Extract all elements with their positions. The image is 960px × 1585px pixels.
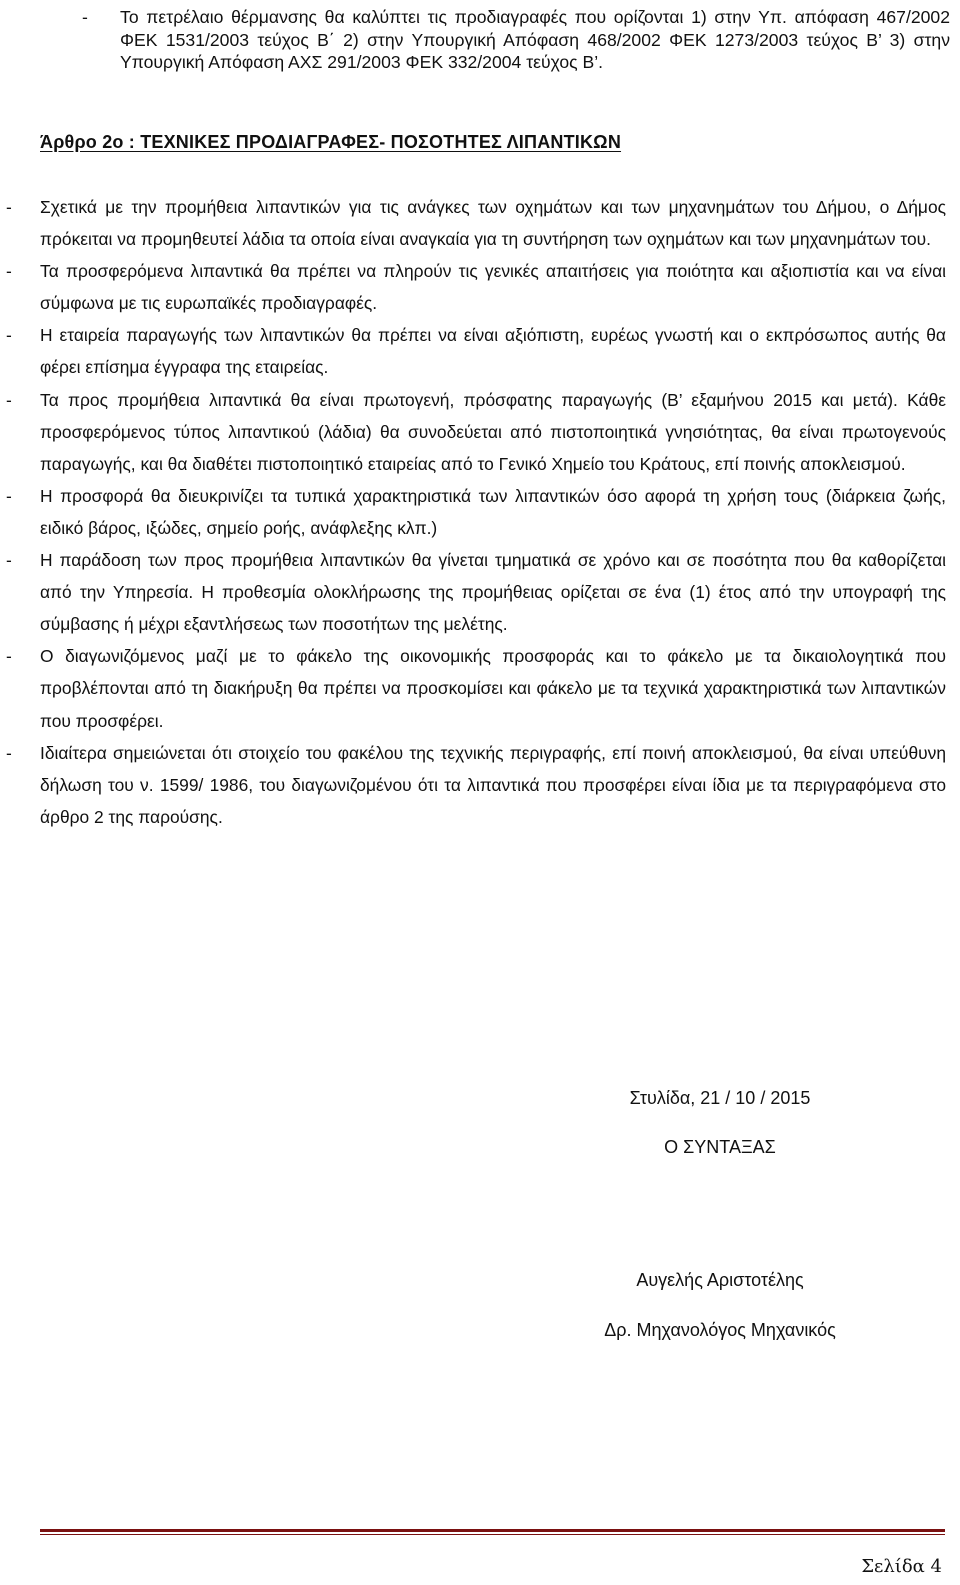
footer-rule xyxy=(40,1529,945,1532)
specification-list xyxy=(0,191,960,833)
signature-place-date: Στυλίδα, 21 / 10 / 2015 xyxy=(629,1088,811,1108)
bullet-dash: - xyxy=(6,646,12,667)
article-heading: Άρθρο 2ο : ΤΕΧΝΙΚΕΣ ΠΡΟΔΙΑΓΡΑΦΕΣ- ΠΟΣΟΤΗΤΕΣ ΛΙΠΑΝΤΙΚΩΝ xyxy=(40,132,622,152)
bullet-dash: - xyxy=(6,197,12,217)
signature-title: Δρ. Μηχανολόγος Μηχανικός xyxy=(604,1320,836,1340)
list-item-text: Σχετικά με την προμήθεια λιπαντικών για τις ανάγκες των οχημάτων και των μηχανημάτων του Δήμου, ο Δήμος πρόκειται να προμηθευτεί λάδια τα οποία είναι αναγκαία για τη συντήρηση των οχημάτων και των μηχανημάτων του. xyxy=(40,197,946,250)
list-item xyxy=(0,737,960,833)
list-item-text: Η εταιρεία παραγωγής των λιπαντικών θα πρέπει να είναι αξιόπιστη, ευρέως γνωστή και ο εκπρόσωπος αυτής θα φέρει επίσημα έγγραφα της εταιρείας. xyxy=(40,325,946,378)
list-item xyxy=(0,480,960,544)
bullet-dash: - xyxy=(6,389,12,410)
list-item-text: Τα προς προμήθεια λιπαντικά θα είναι πρωτογενή, πρόσφατης παραγωγής (Β’ εξαμήνου 2015 και μετά). Κάθε προσφερόμενος τύπος λιπαντικού (λάδια) θα συνοδεύεται από πιστοποιητικά γνησιότητας, θα είναι πρωτογενούς παραγωγής, και θα διαθέτει πιστοποιητικό εταιρείας από το Γενικό Χημείο του Κράτους, επί ποινής αποκλεισμού. xyxy=(40,389,946,474)
list-item-text: Η παράδοση των προς προμήθεια λιπαντικών θα γίνεται τμηματικά σε χρόνο και σε ποσότητα που θα καθορίζεται από την Υπηρεσία. Η προθεσμία ολοκλήρωσης της προμήθειας ορίζεται σε ένα (1) έτος από την υπογραφή της σύμβασης ή μέχρι εξαντλήσεως των ποσοτήτων της μελέτης. xyxy=(40,550,946,635)
list-item xyxy=(0,255,960,319)
list-item xyxy=(0,384,960,480)
bullet-dash: - xyxy=(6,550,12,571)
intro-text: Το πετρέλαιο θέρμανσης θα καλύπτει τις προδιαγραφές που ορίζονται 1) στην Υπ. απόφαση 467/2002 ΦΕΚ 1531/2003 τεύχος Β΄ 2) στην Υπουργική Απόφαση 468/2002 ΦΕΚ 1273/2003 τεύχος Β’ 3) στην Υπουργική Απόφαση ΑΧΣ 291/2003 ΦΕΚ 332/2004 τεύχος Β’. xyxy=(120,7,950,72)
bullet-dash: - xyxy=(6,261,12,282)
list-item xyxy=(0,544,960,640)
bullet-dash: - xyxy=(6,325,12,346)
list-item xyxy=(0,191,960,255)
footer-rule-thin xyxy=(40,1534,945,1535)
bullet-dash: - xyxy=(82,7,88,27)
signature-name: Αυγελής Αριστοτέλης xyxy=(636,1270,804,1290)
list-item xyxy=(0,319,960,383)
intro-paragraph xyxy=(82,6,950,74)
page-number: Σελίδα 4 xyxy=(861,1556,942,1577)
list-item xyxy=(0,640,960,736)
signature-role: Ο ΣΥΝΤΑΞΑΣ xyxy=(664,1137,776,1157)
list-item-text: Η προσφορά θα διευκρινίζει τα τυπικά χαρακτηριστικά των λιπαντικών όσο αφορά τη χρήση τους (διάρκεια ζωής, ειδικό βάρος, ιξώδες, σημείο ροής, ανάφλεξης κλπ.) xyxy=(40,485,946,538)
bullet-dash: - xyxy=(6,485,12,506)
list-item-text: Ο διαγωνιζόμενος μαζί με το φάκελο της οικονομικής προσφοράς και το φάκελο με τα δικαιολογητικά που προβλέπονται από τη διακήρυξη θα πρέπει να προσκομίσει και φάκελο με τα τεχνικά χαρακτηριστικά των λιπαντικών που προσφέρει. xyxy=(40,646,946,731)
list-item-text: Τα προσφερόμενα λιπαντικά θα πρέπει να πληρούν τις γενικές απαιτήσεις για ποιότητα και αξιοπιστία και να είναι σύμφωνα με τις ευρωπαϊκές προδιαγραφές. xyxy=(40,261,946,314)
list-item-text: Ιδιαίτερα σημειώνεται ότι στοιχείο του φακέλου της τεχνικής περιγραφής, επί ποινή αποκλεισμού, θα είναι υπεύθυνη δήλωση του ν. 1599/ 1986, του διαγωνιζομένου ότι τα λιπαντικά που προσφέρει είναι ίδια με τα περιγραφόμενα στο άρθρο 2 της παρούσης. xyxy=(40,742,946,827)
bullet-dash: - xyxy=(6,742,12,763)
